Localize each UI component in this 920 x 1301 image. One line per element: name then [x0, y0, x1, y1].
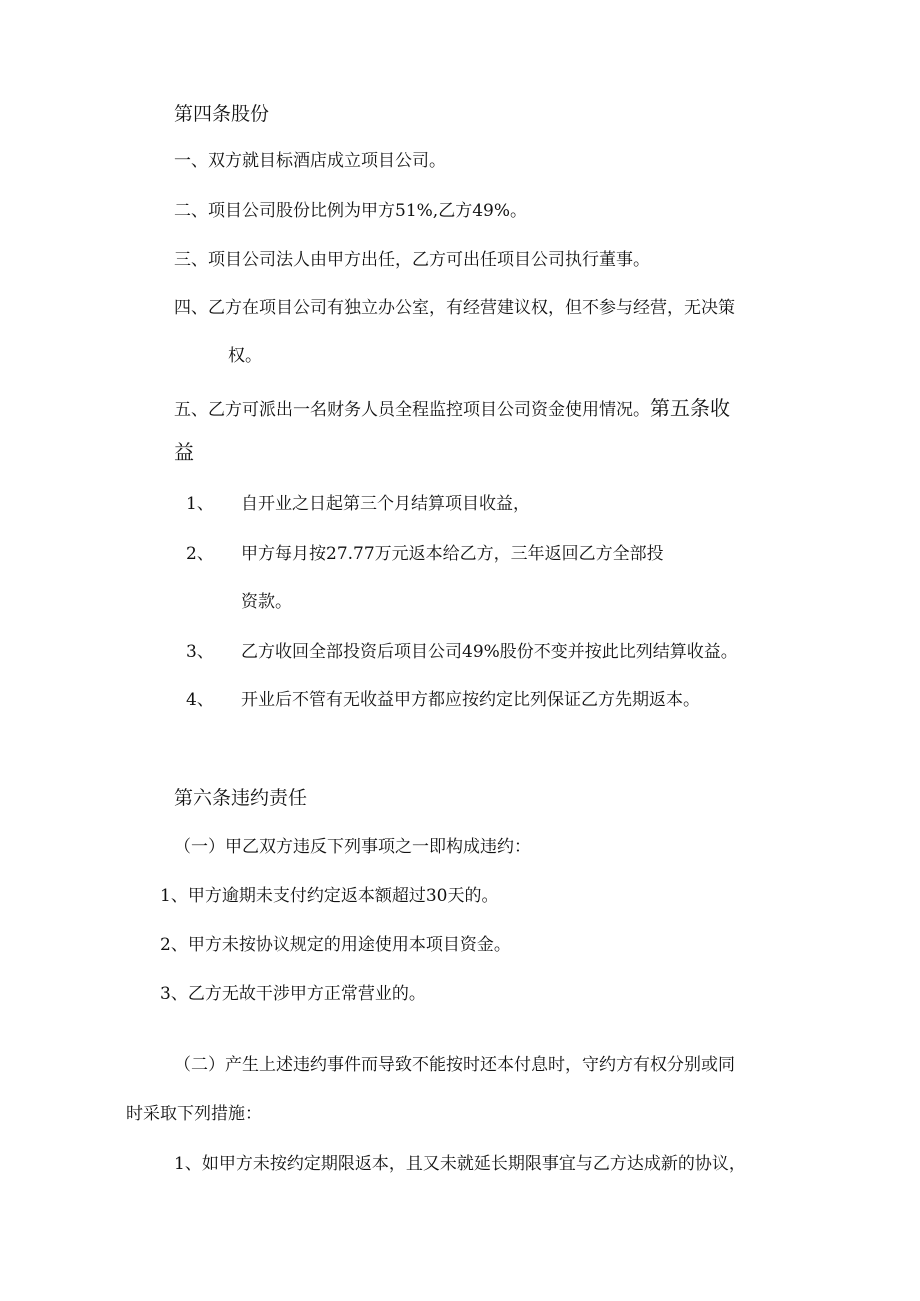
- article6-section1-intro: （一）甲乙双方违反下列事项之一即构成违约：: [174, 837, 531, 857]
- article6-section2-intro-cont: 时采取下列措施：: [126, 1104, 262, 1124]
- article4-item-1: 一、双方就目标酒店成立项目公司。: [174, 151, 446, 171]
- article4-item-4: 四、乙方在项目公司有独立办公室，有经营建议权，但不参与经营，无决策: [174, 298, 735, 318]
- article6-section1-item-2: 2、甲方未按协议规定的用途使用本项目资金。: [160, 935, 511, 955]
- article5-item-3-num: 3、: [186, 642, 214, 662]
- article5-item-1-num: 1、: [186, 494, 214, 514]
- article6-section1-item-1: 1、甲方逾期未支付约定返本额超过30天的。: [160, 886, 499, 906]
- article5-item-2-num: 2、: [186, 544, 214, 564]
- article5-item-1-text: 自开业之日起第三个月结算项目收益，: [241, 494, 530, 514]
- article4-title: 第四条股份: [174, 103, 270, 125]
- article4-item-5-text: 五、乙方可派出一名财务人员全程监控项目公司资金使用情况。: [174, 400, 650, 420]
- article6-title: 第六条违约责任: [174, 787, 308, 809]
- article5-item-3-text: 乙方收回全部投资后项目公司49%股份不变并按此比列结算收益。: [241, 642, 738, 662]
- article4-item-2: 二、项目公司股份比例为甲方51%,乙方49%。: [174, 201, 527, 221]
- article4-item-5: [174, 396, 730, 422]
- article6-section2-intro: （二）产生上述违约事件而导致不能按时还本付息时，守约方有权分别或同: [174, 1055, 735, 1075]
- article4-item-3: 三、项目公司法人由甲方出任，乙方可出任项目公司执行董事。: [174, 250, 650, 270]
- article4-item-4-cont: 权。: [228, 346, 262, 366]
- article5-item-4-num: 4、: [186, 690, 214, 710]
- article5-item-2-text: 甲方每月按27.77万元返本给乙方，三年返回乙方全部投: [241, 544, 664, 564]
- article5-title-part1: 第五条收: [650, 396, 730, 420]
- article5-title-part2: 益: [174, 440, 194, 464]
- article6-section1-item-3: 3、乙方无故干涉甲方正常营业的。: [160, 984, 426, 1004]
- article5-item-4-text: 开业后不管有无收益甲方都应按约定比列保证乙方先期返本。: [241, 690, 700, 710]
- article6-section2-item-1: 1、如甲方未按约定期限返本，且又未就延长期限事宜与乙方达成新的协议，: [174, 1154, 746, 1174]
- article5-item-2-cont: 资款。: [241, 592, 292, 612]
